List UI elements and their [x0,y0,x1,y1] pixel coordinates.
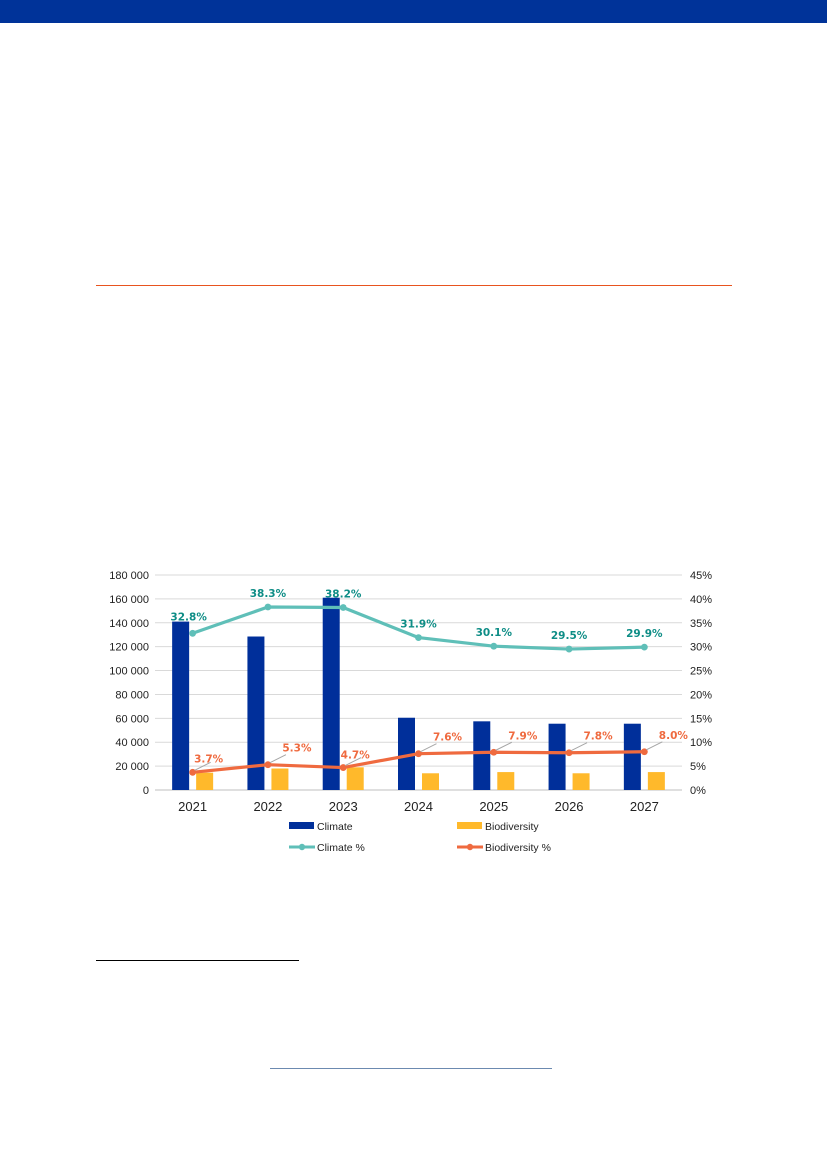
marker-climate-2026 [566,646,573,653]
data-label-climate: 29.9% [626,628,663,641]
data-label-biodiversity: 3.7% [194,753,224,766]
legend-marker-climate [299,844,305,850]
y-left-tick-label: 180 000 [109,570,149,582]
data-label-biodiversity: 8.0% [658,729,688,742]
y-left-tick-label: 60 000 [115,713,149,726]
bar-climate-2025 [473,721,490,790]
data-label-biodiversity: 7.6% [432,731,463,744]
marker-climate-2024 [415,634,422,641]
data-label-biodiversity: 5.3% [282,742,312,755]
y-left-tick-label: 80 000 [115,689,149,702]
x-category-label: 2024 [404,799,433,814]
legend-marker-biodiversity [467,844,473,850]
data-label-leader [646,742,662,750]
data-label-biodiversity: 7.8% [583,730,613,743]
bar-climate-2023 [323,598,340,790]
y-right-tick-label: 35% [690,617,713,630]
bar-biodiversity-2021 [196,773,213,790]
y-left-tick-label: 0 [142,785,149,797]
data-label-climate: 31.9% [400,618,437,631]
marker-climate-2021 [189,630,196,637]
marker-climate-2023 [340,604,347,611]
legend-label-biodiversity: Biodiversity % [485,842,551,854]
y-left-tick-label: 120 000 [109,641,149,654]
legend-label-climate: Climate [317,821,353,833]
marker-climate-2027 [641,644,648,651]
data-label-climate: 38.3% [249,588,287,601]
y-right-tick-label: 5% [690,761,706,774]
data-label-climate: 32.8% [170,611,207,624]
bar-biodiversity-2022 [271,769,288,791]
y-right-tick-label: 30% [690,641,713,654]
legend-swatch-biodiversity [457,822,482,829]
bar-biodiversity-2027 [648,772,665,790]
y-right-tick-label: 45% [690,570,713,582]
marker-climate-2025 [490,643,497,650]
x-category-label: 2021 [178,799,208,814]
y-right-tick-label: 10% [690,737,713,750]
y-left-tick-label: 140 000 [109,617,149,630]
data-label-leader [421,744,437,752]
y-right-tick-label: 20% [690,689,713,702]
x-category-label: 2022 [253,799,283,814]
x-category-label: 2025 [479,799,509,814]
legend-label-biodiversity: Biodiversity [485,821,539,833]
bar-biodiversity-2023 [347,767,364,790]
bar-climate-2021 [172,622,189,790]
data-label-climate: 38.2% [324,588,362,601]
x-category-label: 2026 [554,799,584,814]
y-left-tick-label: 160 000 [109,593,149,606]
footnote-separator [96,960,299,961]
y-right-tick-label: 15% [690,713,713,726]
link-underline [270,1068,552,1069]
data-label-leader [270,755,286,763]
bar-biodiversity-2026 [573,773,590,790]
bar-biodiversity-2025 [497,772,514,790]
data-label-biodiversity: 4.7% [340,749,370,762]
data-label-climate: 30.1% [475,627,513,640]
x-category-label: 2027 [629,799,659,814]
data-label-leader [496,742,512,750]
marker-climate-2022 [265,604,272,611]
legend-label-climate: Climate % [317,842,365,854]
y-left-tick-label: 40 000 [115,737,149,750]
y-left-tick-label: 20 000 [115,761,149,774]
data-label-leader [571,743,587,751]
x-category-label: 2023 [328,799,358,814]
bar-biodiversity-2024 [422,773,439,790]
y-right-tick-label: 25% [690,665,713,678]
y-right-tick-label: 0% [690,785,706,797]
y-right-tick-label: 40% [690,593,713,606]
bar-climate-2026 [549,724,566,790]
data-label-biodiversity: 7.9% [508,730,538,743]
legend-swatch-climate [289,822,314,829]
data-label-climate: 29.5% [550,630,588,643]
y-left-tick-label: 100 000 [109,665,149,678]
bar-climate-2027 [624,724,641,790]
